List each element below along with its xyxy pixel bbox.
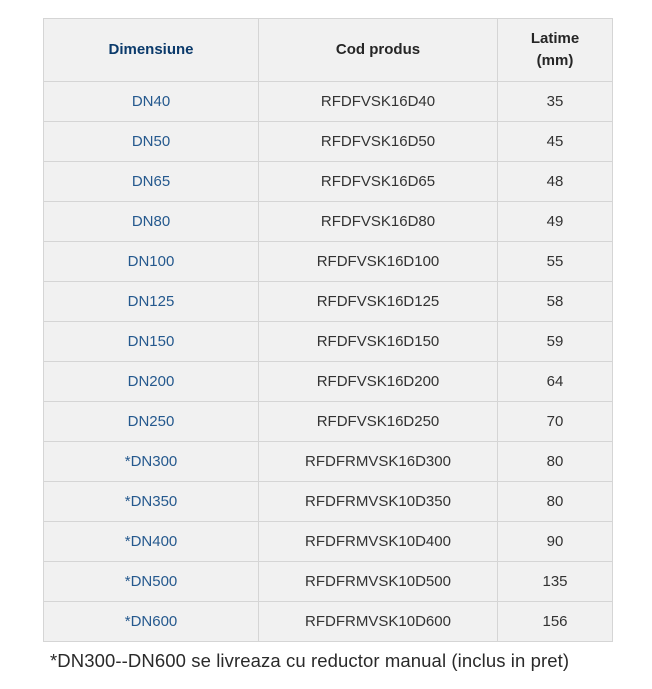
- column-header-latime-line1: Latime: [530, 30, 580, 48]
- table-row: [44, 402, 613, 442]
- dimension-cell: *DN600: [44, 602, 259, 642]
- product-code-cell: RFDFVSK16D150: [259, 322, 498, 362]
- table-row: [44, 242, 613, 282]
- product-code-cell: RFDFVSK16D250: [259, 402, 498, 442]
- product-code-cell: RFDFVSK16D80: [259, 202, 498, 242]
- width-cell: 64: [498, 362, 613, 402]
- width-cell: 135: [498, 562, 613, 602]
- dimension-cell: DN250: [44, 402, 259, 442]
- width-cell: 90: [498, 522, 613, 562]
- dimension-cell: DN125: [44, 282, 259, 322]
- table-row: [44, 362, 613, 402]
- product-code-cell: RFDFRMVSK10D600: [259, 602, 498, 642]
- dimension-cell: DN200: [44, 362, 259, 402]
- product-code-cell: RFDFRMVSK10D500: [259, 562, 498, 602]
- width-cell: 156: [498, 602, 613, 642]
- dimension-cell: *DN400: [44, 522, 259, 562]
- column-header-latime-line2: (mm): [536, 52, 574, 69]
- footnote-text: *DN300--DN600 se livreaza cu reductor manual (inclus in pret): [50, 650, 570, 671]
- width-cell: 55: [498, 242, 613, 282]
- table-row: [44, 562, 613, 602]
- table-header: [44, 19, 613, 82]
- table-row: [44, 322, 613, 362]
- table-row: [44, 602, 613, 642]
- table-row: [44, 122, 613, 162]
- width-cell: 35: [498, 82, 613, 122]
- table-row: [44, 442, 613, 482]
- dimension-cell: DN80: [44, 202, 259, 242]
- product-spec-table: [43, 18, 613, 642]
- width-cell: 49: [498, 202, 613, 242]
- table-row: [44, 282, 613, 322]
- table-row: [44, 482, 613, 522]
- dimension-cell: DN150: [44, 322, 259, 362]
- width-cell: 80: [498, 482, 613, 522]
- table-row: [44, 522, 613, 562]
- dimension-cell: *DN350: [44, 482, 259, 522]
- product-code-cell: RFDFVSK16D65: [259, 162, 498, 202]
- width-cell: 80: [498, 442, 613, 482]
- product-code-cell: RFDFVSK16D50: [259, 122, 498, 162]
- product-code-cell: RFDFVSK16D100: [259, 242, 498, 282]
- width-cell: 70: [498, 402, 613, 442]
- product-code-cell: RFDFVSK16D40: [259, 82, 498, 122]
- dimension-cell: DN65: [44, 162, 259, 202]
- column-header-cod-produs: Cod produs: [259, 19, 498, 82]
- dimension-cell: DN40: [44, 82, 259, 122]
- column-header-latime: [498, 19, 613, 82]
- header-row: [44, 19, 613, 82]
- product-code-cell: RFDFRMVSK10D400: [259, 522, 498, 562]
- dimension-cell: DN100: [44, 242, 259, 282]
- width-cell: 45: [498, 122, 613, 162]
- width-cell: 48: [498, 162, 613, 202]
- column-header-dimensiune: Dimensiune: [44, 19, 259, 82]
- table-row: [44, 82, 613, 122]
- width-cell: 59: [498, 322, 613, 362]
- table-row: [44, 202, 613, 242]
- dimension-cell: DN50: [44, 122, 259, 162]
- table-row: [44, 162, 613, 202]
- product-code-cell: RFDFVSK16D200: [259, 362, 498, 402]
- dimension-cell: *DN500: [44, 562, 259, 602]
- dimension-cell: *DN300: [44, 442, 259, 482]
- product-code-cell: RFDFRMVSK10D350: [259, 482, 498, 522]
- table-body: [44, 82, 613, 642]
- product-code-cell: RFDFRMVSK16D300: [259, 442, 498, 482]
- product-code-cell: RFDFVSK16D125: [259, 282, 498, 322]
- width-cell: 58: [498, 282, 613, 322]
